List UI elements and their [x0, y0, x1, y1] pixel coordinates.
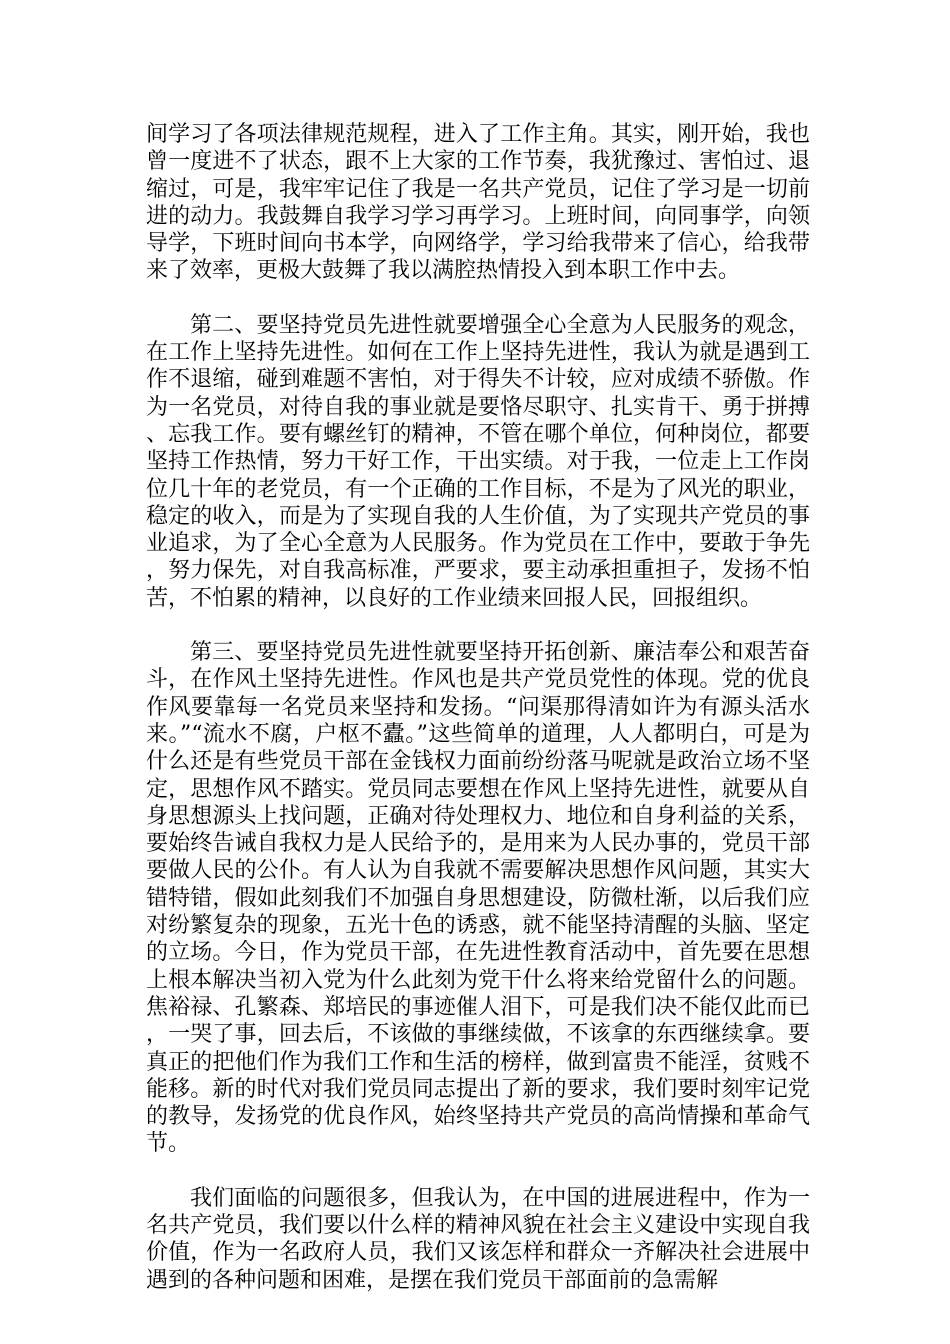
document-page	[146, 121, 810, 1294]
paragraph-closing: 我们面临的问题很多，但我认为，在中国的进展进程中，作为一名共产党员，我们要以什么样的精神风貌在社会主义建设中实现自我价值，作为一名政府人员，我们又该怎样和群众一齐解决社会进展中遇到的各种问题和困难，是摆在我们党员干部面前的急需解	[146, 1185, 810, 1293]
paragraph-continuation: 间学习了各项法律规范规程，进入了工作主角。其实，刚开始，我也曾一度进不了状态，跟不上大家的工作节奏，我犹豫过、害怕过、退缩过，可是，我牢牢记住了我是一名共产党员，记住了学习是一切前进的动力。我鼓舞自我学习学习再学习。上班时间，向同事学，向领导学，下班时间向书本学，向网络学，学习给我带来了信心，给我带来了效率，更极大鼓舞了我以满腔热情投入到本职工作中去。	[146, 122, 810, 284]
paragraph-second-point: 第二、要坚持党员先进性就要增强全心全意为人民服务的观念，在工作上坚持先进性。如何在工作上坚持先进性，我认为就是遇到工作不退缩，碰到难题不害怕，对于得失不计较，应对成绩不骄傲。作为一名党员，对待自我的事业就是要恪尽职守、扎实肯干、勇于拼搏、忘我工作。要有螺丝钉的精神，不管在哪个单位，何种岗位，都要坚持工作热情，努力干好工作，干出实绩。对于我，一位走上工作岗位几十年的老党员，有一个正确的工作目标，不是为了风光的职业，稳定的收入，而是为了实现自我的人生价值，为了实现共产党员的事业追求，为了全心全意为人民服务。作为党员在工作中，要敢于争先，努力保先，对自我高标准，严要求，要主动承担重担子，发扬不怕苦，不怕累的精神，以良好的工作业绩来回报人民，回报组织。	[146, 312, 810, 611]
paragraph-third-point: 第三、要坚持党员先进性就要坚持开拓创新、廉洁奉公和艰苦奋斗，在作风土坚持先进性。作风也是共产党员党性的体现。党的优良作风要靠每一名党员来坚持和发扬。“问渠那得清如许为有源头活水来。”“流水不腐，户枢不蠹。”这些简单的道理，人人都明白，可是为什么还是有些党员干部在金钱权力面前纷纷落马呢就是政治立场不坚定，思想作风不踏实。党员同志要想在作风上坚持先进性，就要从自身思想源头上找问题，正确对待处理权力、地位和自身利益的关系，要始终告诫自我权力是人民给予的，是用来为人民办事的，党员干部要做人民的公仆。有人认为自我就不需要解决思想作风问题，其实大错特错，假如此刻我们不加强自身思想建设，防微杜渐，以后我们应对纷繁复杂的现象，五光十色的诱惑，就不能坚持清醒的头脑、坚定的立场。今日，作为党员干部，在先进性教育活动中，首先要在思想上根本解决当初入党为什么此刻为党干什么将来给党留什么的问题。焦裕禄、孔繁森、郑培民的事迹催人泪下，可是我们决不能仅此而已，一哭了事，回去后，不该做的事继续做，不该拿的东西继续拿。要真正的把他们作为我们工作和生活的榜样，做到富贵不能淫，贫贱不能移。新的时代对我们党员同志提出了新的要求，我们要时刻牢记党的教导，发扬党的优良作风，始终坚持共产党员的高尚情操和革命气节。	[146, 640, 810, 1157]
